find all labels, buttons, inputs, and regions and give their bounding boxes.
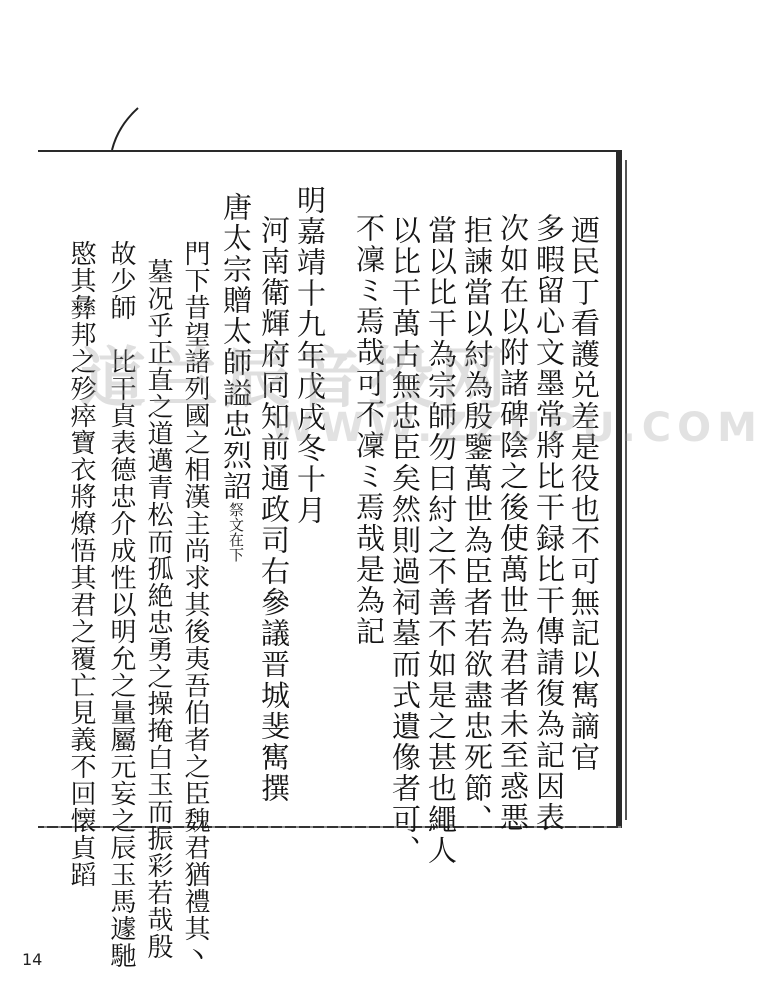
watermark-chinese: 道兰辰音投网 — [80, 340, 512, 417]
section-note: 祭文在下 — [227, 502, 245, 562]
text-column-7: 不凜ミ焉哉可不凜ミ焉哉是為記 — [352, 213, 386, 647]
text-column-1: 迺民丁看護兑差是役也不可無記以寯謫官 — [567, 215, 601, 773]
ink-stroke — [104, 104, 144, 154]
frame-top-border — [38, 150, 616, 152]
author-line: 河南衛輝府同知前通政司右參議晋城斐寯撰 — [257, 215, 291, 804]
page-number: 14 — [22, 950, 43, 969]
text-column-4: 拒諫當以紂為殷鑒萬世為臣者若欲盡忠死節、 — [460, 215, 494, 835]
watermark-url: WWW.ZZUPU.COM — [270, 405, 763, 451]
frame-right-border — [616, 150, 622, 828]
section-title-text: 唐太宗贈太師謚忠烈詔 — [219, 192, 253, 502]
text-column-2: 多暇留心文墨常將比干録比干傳請復為記因表 — [532, 213, 566, 833]
text-column-3: 次如在以附諸碑陰之後使萬世為君者未至惑悪 — [496, 213, 530, 833]
date-line: 明嘉靖十九年戊戌冬十月 — [293, 185, 327, 526]
text-column-5: 當以比干為宗師勿曰紂之不善不如是之甚也繩人 — [424, 215, 458, 866]
text-column-6: 以比干萬古無忠臣矣然則過祠墓而式遺像者可、 — [388, 215, 422, 866]
text-column-14: 愍其彝邦之殄瘁寶衣將燎悟其君之覆亡見義不回懐貞蹈 — [66, 240, 96, 888]
frame-right-border-inner — [625, 160, 627, 820]
text-column-11: 門下昔望諸列國之相漢主尚求其後夷吾伯者之臣魏君猶禮其丶 — [180, 240, 210, 969]
text-column-13: 故少師 比干貞表德忠介成性以明允之量屬元妄之辰玉馬遽馳 — [106, 240, 136, 969]
text-column-12: 墓况乎正直之道邁青松而孤絶忠勇之操掩白玉而振彩若哉殷 — [143, 258, 173, 960]
